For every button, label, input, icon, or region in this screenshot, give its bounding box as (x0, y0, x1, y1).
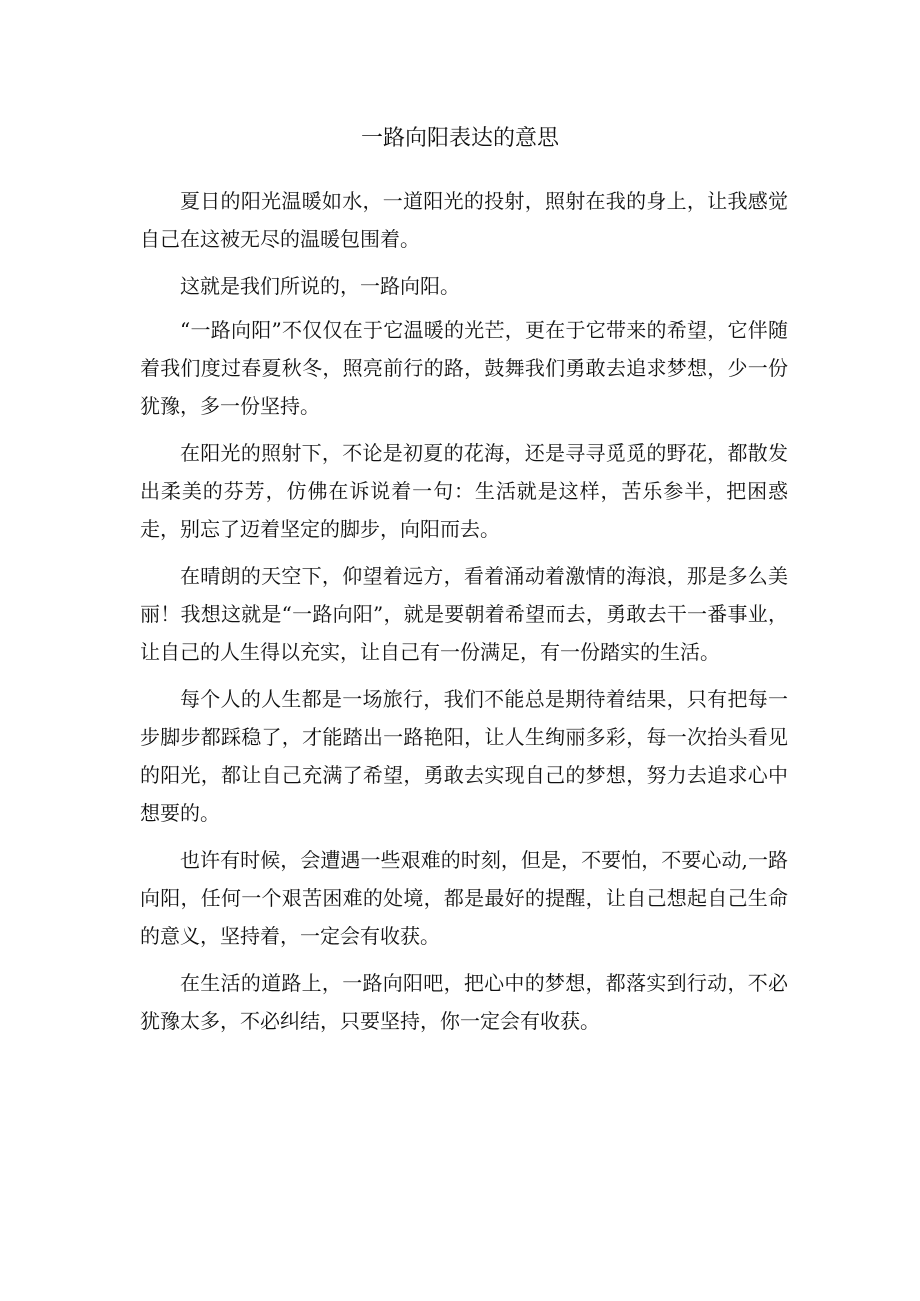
document-title: 一路向阳表达的意思 (360, 126, 559, 151)
document-body (140, 182, 788, 1049)
paragraph-7: 也许有时候，会遭遇一些艰难的时刻，但是，不要怕，不要心动,一路向阳，任何一个艰苦困难的处境，都是最好的提醒，让自己想起自己生命的意义，坚持着，一定会有收获。 (140, 848, 788, 948)
paragraph-3: “一路向阳”不仅仅在于它温暖的光芒，更在于它带来的希望，它伴随着我们度过春夏秋冬，照亮前行的路，鼓舞我们勇敢去追求梦想，少一份犹豫，多一份坚持。 (140, 318, 788, 418)
paragraph-6: 每个人的人生都是一场旅行，我们不能总是期待着结果，只有把每一步脚步都踩稳了，才能踏出一路艳阳，让人生绚丽多彩，每一次抬头看见的阳光，都让自己充满了希望，勇敢去实现自己的梦想，努力去追求心中想要的。 (140, 687, 788, 825)
paragraph-2: 这就是我们所说的，一路向阳。 (180, 274, 460, 298)
paragraph-8: 在生活的道路上，一路向阳吧，把心中的梦想，都落实到行动，不必犹豫太多，不必纠结，只要坚持，你一定会有收获。 (140, 971, 788, 1033)
paragraph-1: 夏日的阳光温暖如水，一道阳光的投射，照射在我的身上，让我感觉自己在这被无尽的温暖包围着。 (140, 189, 788, 251)
paragraph-4: 在阳光的照射下，不论是初夏的花海，还是寻寻觅觅的野花，都散发出柔美的芬芳，仿佛在诉说着一句：生活就是这样，苦乐参半，把困惑走，别忘了迈着坚定的脚步，向阳而去。 (140, 441, 788, 541)
paragraph-5: 在晴朗的天空下，仰望着远方，看着涌动着激情的海浪，那是多么美丽！我想这就是“一路向阳”，就是要朝着希望而去，勇敢去干一番事业，让自己的人生得以充实，让自己有一份满足，有一份踏实的生活。 (140, 564, 788, 664)
